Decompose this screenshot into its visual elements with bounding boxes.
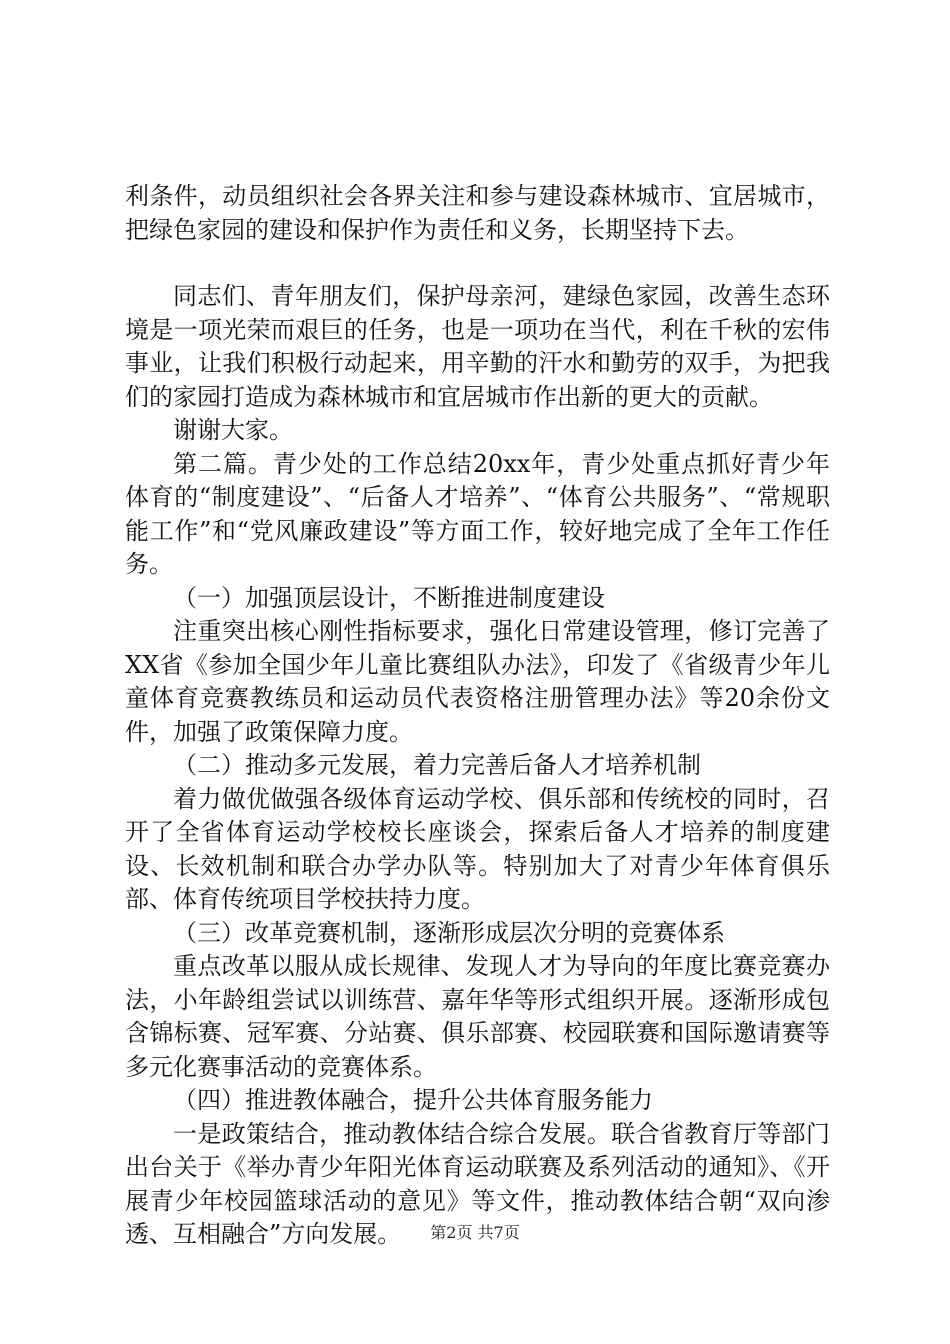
paragraph-section-1: 注重突出核心刚性指标要求，强化日常建设管理，修订完善了XX省《参加全国少年儿童比赛组队办法》，印发了《省级青少年儿童体育竞赛教练员和运动员代表资格注册管理办法》等20余份文件，加强了政策保障力度。 [125, 617, 830, 746]
section-heading-1: （一）加强顶层设计，不断推进制度建设 [173, 583, 605, 612]
section-heading-3: （三）改革竞赛机制，逐渐形成层次分明的竞赛体系 [173, 918, 725, 947]
paragraph-thanks: 谢谢大家。 [173, 416, 293, 444]
page-number-footer: 第2页 共7页 [430, 1223, 520, 1242]
paragraph-closing-remarks: 同志们、青年朋友们，保护母亲河，建绿色家园，改善生态环境是一项光荣而艰巨的任务，也是一项功在当代，利在千秋的宏伟事业，让我们积极行动起来，用辛勤的汗水和勤劳的双手，为把我们的家园打造成为森林城市和宜居城市作出新的更大的贡献。 [125, 282, 830, 411]
section-heading-2: （二）推动多元发展，着力完善后备人才培养机制 [173, 751, 701, 779]
section-heading-4: （四）推进教体融合，提升公共体育服务能力 [173, 1086, 653, 1114]
paragraph-section-2: 着力做优做强各级体育运动学校、俱乐部和传统校的同时，召开了全省体育运动学校校长座谈会，探索后备人才培养的制度建设、长效机制和联合办学办队等。特别加大了对青少年体育俱乐部、体育传统项目学校扶持力度。 [125, 784, 830, 913]
paragraph-second-article-intro: 第二篇。青少处的工作总结20xx年，青少处重点抓好青少年体育的“制度建设”、“后备人才培养”、“体育公共服务”、“常规职能工作”和“党风廉政建设”等方面工作，较好地完成了全年工作任务。 [125, 449, 830, 578]
paragraph-continuation: 利条件，动员组织社会各界关注和参与建设森林城市、宜居城市，把绿色家园的建设和保护作为责任和义务，长期坚持下去。 [125, 182, 830, 244]
document-body [125, 180, 830, 1252]
paragraph-gap [125, 247, 830, 280]
paragraph-section-4: 一是政策结合，推动教体结合综合发展。联合省教育厅等部门出台关于《举办青少年阳光体育运动联赛及系列活动的通知》、《开展青少年校园篮球活动的意见》等文件，推动教体结合朝“双向渗透、互相融合”方向发展。 [125, 1119, 830, 1248]
paragraph-section-3: 重点改革以服从成长规律、发现人才为导向的年度比赛竞赛办法，小年龄组尝试以训练营、嘉年华等形式组织开展。逐渐形成包含锦标赛、冠军赛、分站赛、俱乐部赛、校园联赛和国际邀请赛等多元化赛事活动的竞赛体系。 [125, 952, 830, 1081]
